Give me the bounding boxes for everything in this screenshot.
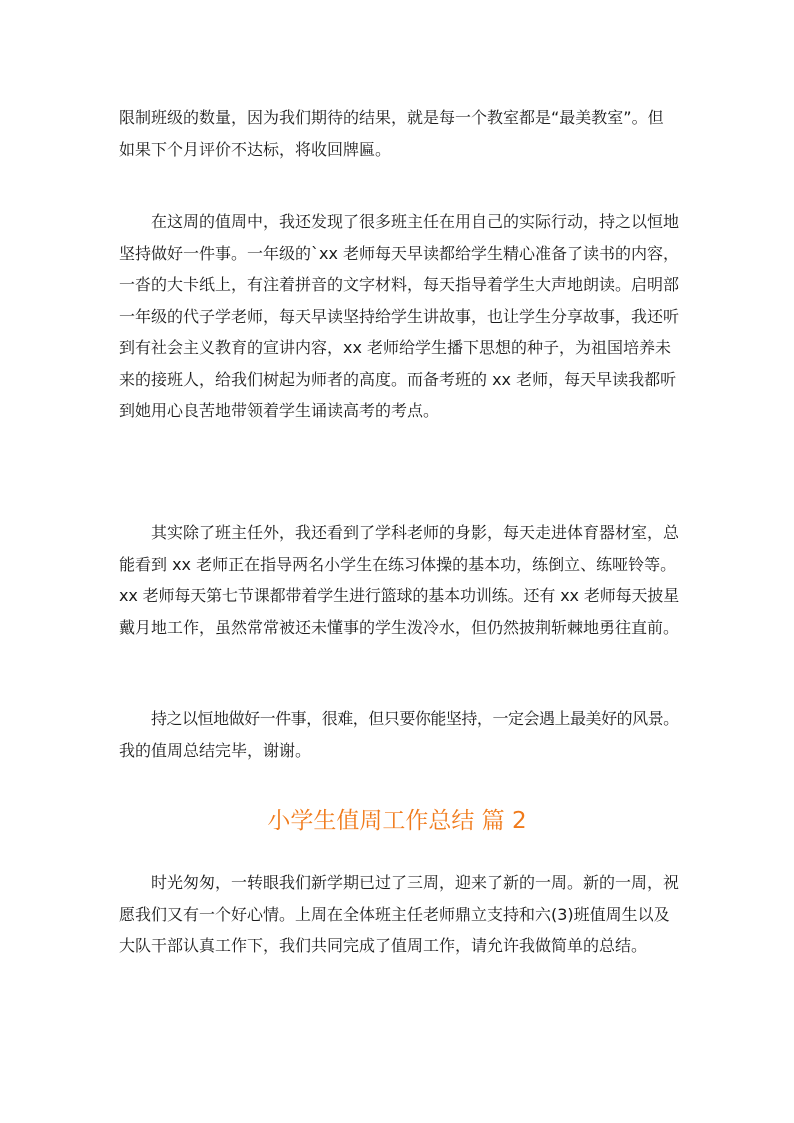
text-line: 一沓的大卡纸上，有注着拼音的文字材料，每天指导着学生大声地朗读。启明部 (119, 275, 680, 294)
text-line: 如果下个月评价不达标，将收回牌匾。 (119, 139, 392, 159)
paragraph-4 (119, 703, 679, 766)
text-line: 戴月地工作，虽然常常被还未懂事的学生泼冷水，但仍然披荆斩棘地勇往直前。 (119, 617, 680, 637)
text-line: 愿我们又有一个好心情。上周在全体班主任老师鼎立支持和六(3)班值周生以及 (119, 904, 670, 924)
text-line: 时光匆匆，一转眼我们新学期已过了三周，迎来了新的一周。新的一周，祝 (151, 873, 680, 892)
text-line: 在这周的值周中，我还发现了很多班主任在用自己的实际行动，持之以恒地 (151, 212, 680, 231)
paragraph-5 (119, 867, 679, 962)
text-line: 能看到 xx 老师正在指导两名小学生在练习体操的基本功，练倒立、练哑铃等。 (119, 554, 677, 574)
paragraph-1 (119, 102, 679, 165)
text-line: 来的接班人，给我们树起为师者的高度。而备考班的 xx 老师，每天早读我都听 (119, 369, 677, 389)
text-line: 限制班级的数量，因为我们期待的结果，就是每一个教室都是“最美教室”。但 (119, 108, 664, 127)
paragraph-2 (119, 206, 679, 427)
text-line: 持之以恒地做好一件事，很难，但只要你能坚持，一定会遇上最美好的风景。 (151, 709, 679, 728)
text-line: xx 老师每天第七节课都带着学生进行篮球的基本功训练。还有 xx 老师每天披星 (119, 586, 680, 605)
text-line: 大队干部认真工作下，我们共同完成了值周工作，请允许我做简单的总结。 (119, 936, 648, 955)
text-line: 到她用心良苦地带领着学生诵读高考的考点。 (119, 401, 440, 420)
text-line: 其实除了班主任外，我还看到了学科老师的身影，每天走进体育器材室，总 (151, 523, 680, 542)
text-line: 坚持做好一件事。一年级的`xx 老师每天早读都给学生精心准备了读书的内容， (119, 243, 680, 263)
text-line: 我的值周总结完毕，谢谢。 (119, 740, 312, 760)
text-line: 到有社会主义教育的宣讲内容，xx 老师给学生播下思想的种子，为祖国培养未 (119, 338, 672, 357)
section-heading: 小学生值周工作总结 篇 2 (267, 808, 527, 834)
paragraph-3 (119, 517, 679, 643)
text-line: 一年级的代子学老师，每天早读坚持给学生讲故事，也让学生分享故事，我还听 (119, 306, 680, 326)
